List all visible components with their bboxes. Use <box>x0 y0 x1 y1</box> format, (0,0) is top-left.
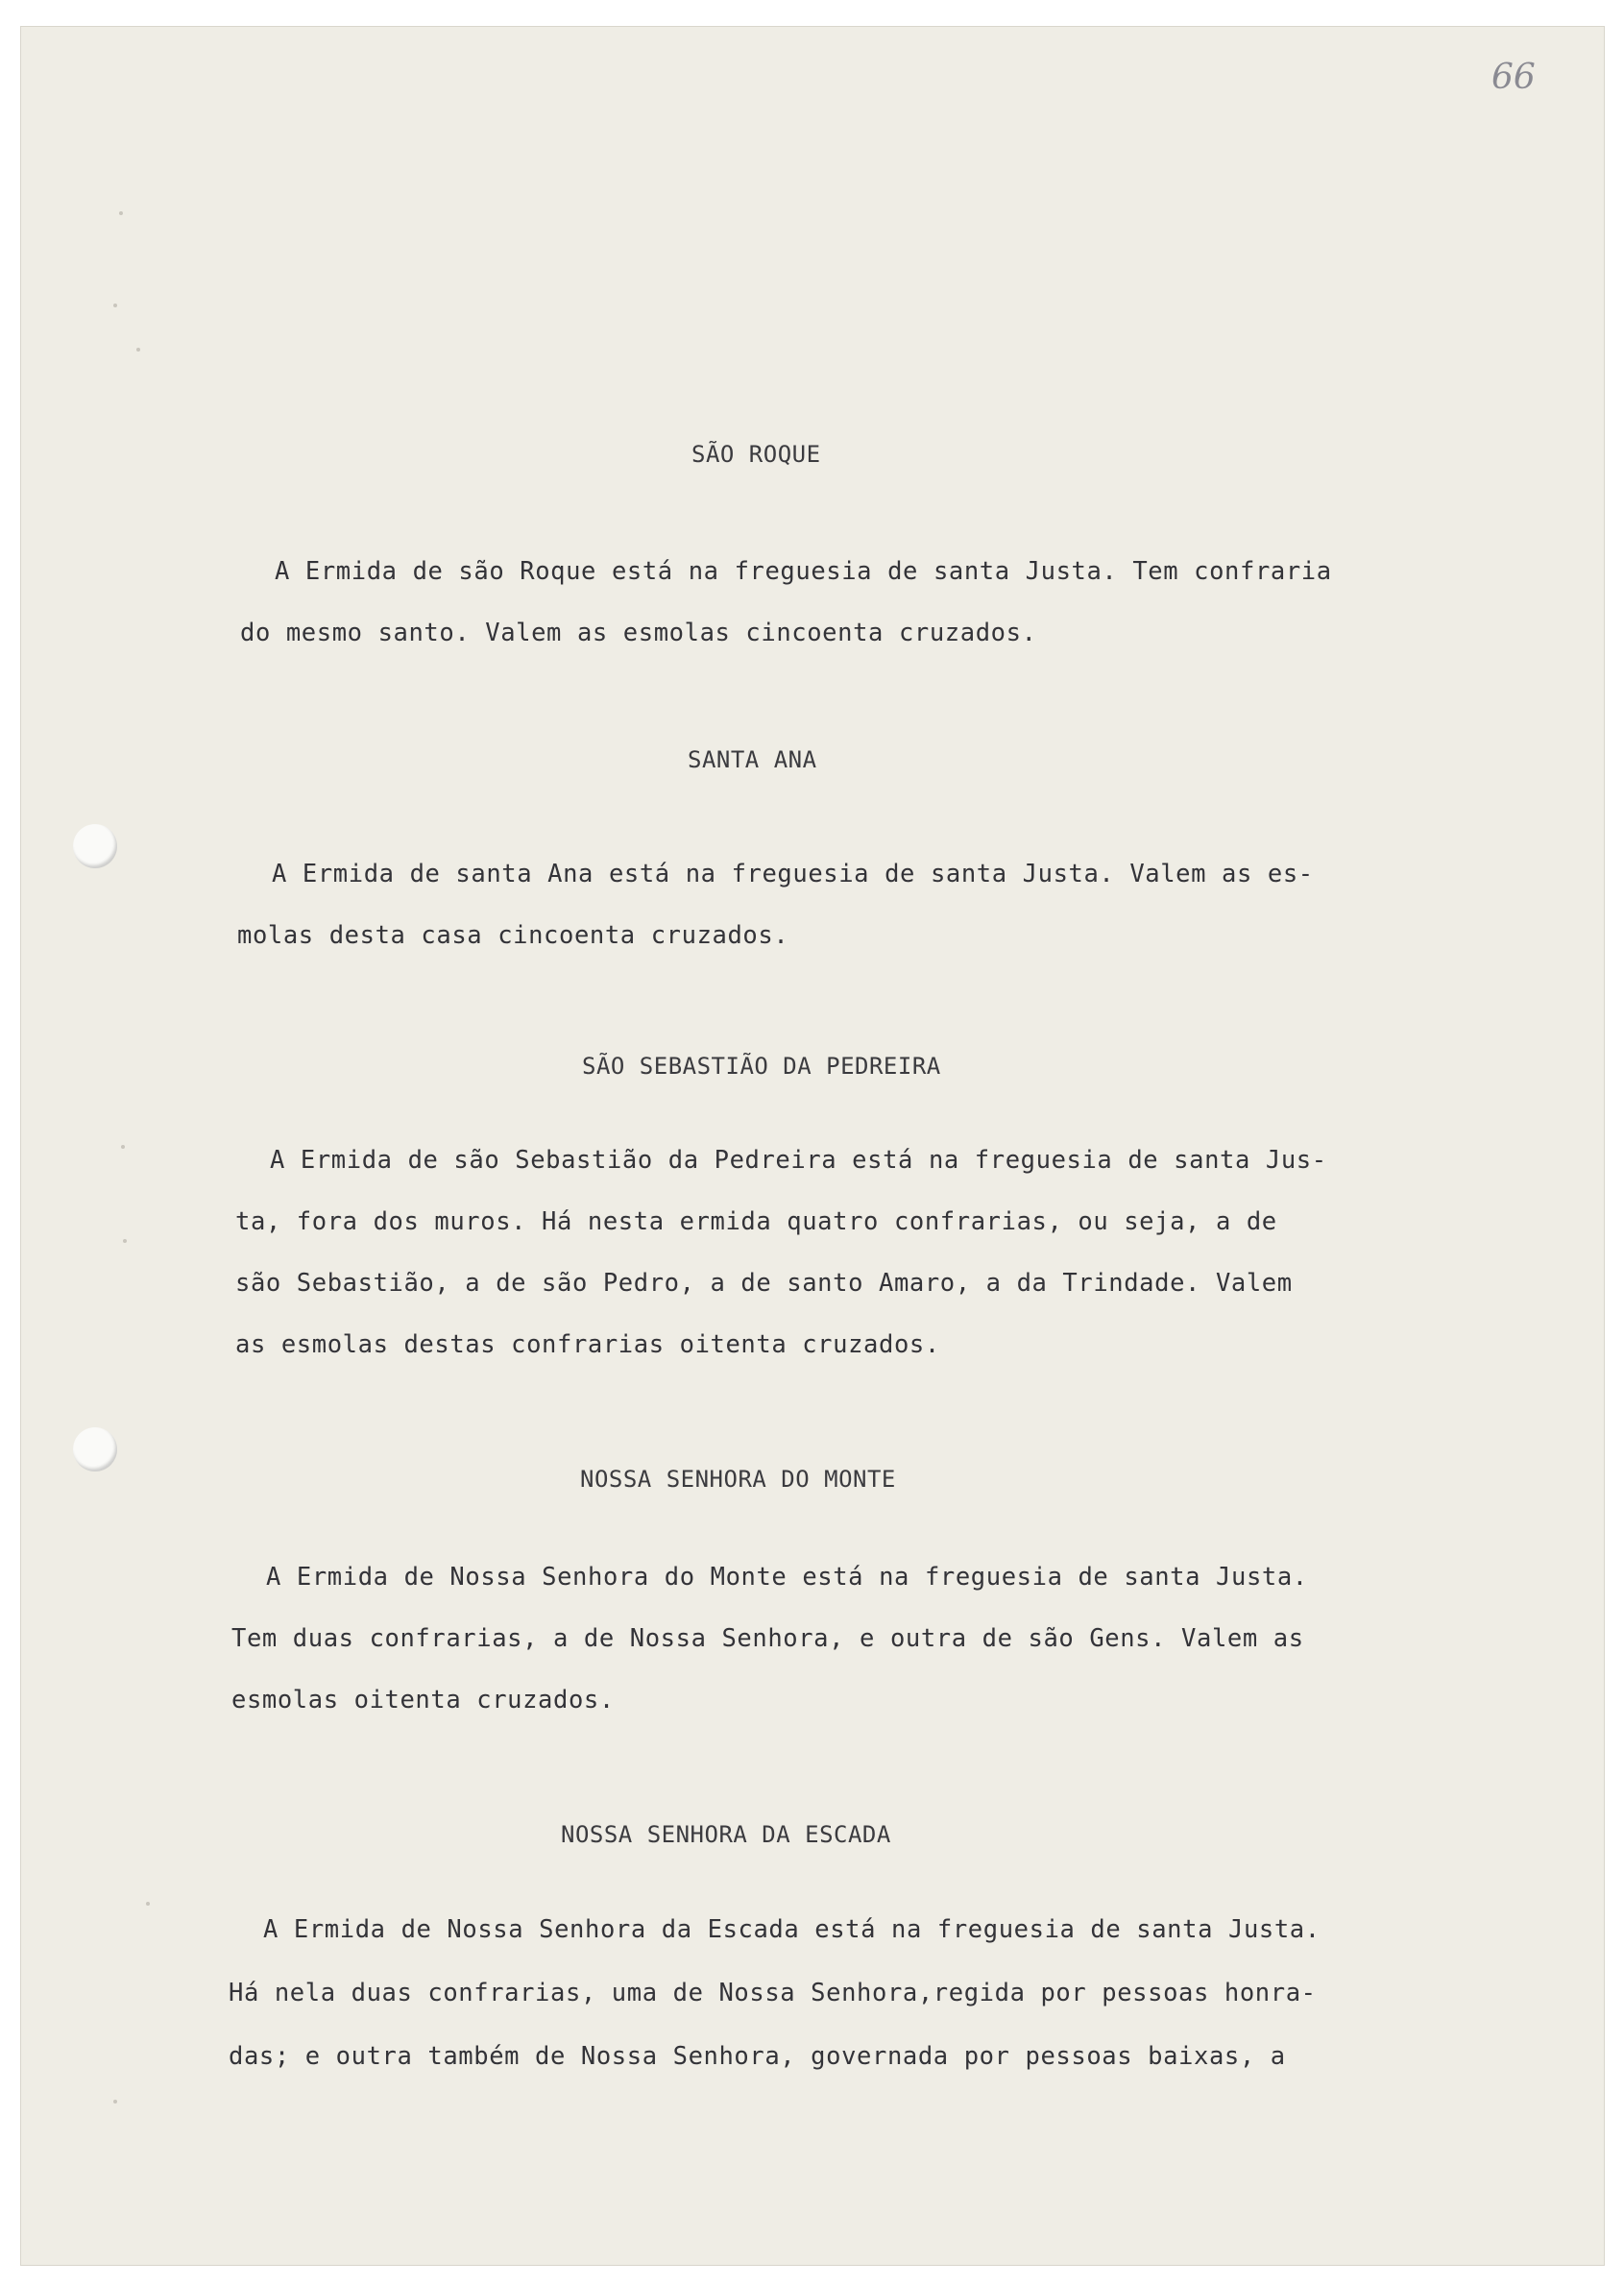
punch-hole-top <box>73 824 117 868</box>
page-number: 66 <box>1491 58 1536 97</box>
text-line: molas desta casa cincoenta cruzados. <box>237 921 789 950</box>
paper-speck <box>123 1239 127 1243</box>
text-line: A Ermida de são Roque está na freguesia de santa Justa. Tem confraria <box>275 557 1332 586</box>
text-line: são Sebastião, a de são Pedro, a de santo Amaro, a da Trindade. Valem <box>235 1269 1293 1298</box>
section-heading: SÃO SEBASTIÃO DA PEDREIRA <box>582 1053 941 1080</box>
text-line: A Ermida de Nossa Senhora da Escada está na freguesia de santa Justa. <box>263 1915 1321 1944</box>
punch-hole-bottom <box>73 1427 117 1471</box>
text-line: das; e outra também de Nossa Senhora, governada por pessoas baixas, a <box>229 2042 1286 2071</box>
text-line: A Ermida de santa Ana está na freguesia de santa Justa. Valem as es- <box>272 860 1314 888</box>
paper-speck <box>121 1145 125 1149</box>
text-line: esmolas oitenta cruzados. <box>231 1686 615 1714</box>
text-line: A Ermida de Nossa Senhora do Monte está na freguesia de santa Justa. <box>266 1563 1308 1592</box>
section-heading: SÃO ROQUE <box>691 441 821 468</box>
section-heading: SANTA ANA <box>688 746 817 773</box>
section-heading: NOSSA SENHORA DA ESCADA <box>561 1821 891 1848</box>
text-line: Tem duas confrarias, a de Nossa Senhora, e outra de são Gens. Valem as <box>231 1624 1304 1653</box>
text-line: ta, fora dos muros. Há nesta ermida quatro confrarias, ou seja, a de <box>235 1207 1277 1236</box>
paper-speck <box>113 304 117 307</box>
text-line: Há nela duas confrarias, uma de Nossa Senhora,regida por pessoas honra- <box>229 1979 1317 2007</box>
text-line: as esmolas destas confrarias oitenta cruzados. <box>235 1330 940 1359</box>
paper-speck <box>136 348 140 352</box>
section-heading: NOSSA SENHORA DO MONTE <box>580 1466 896 1493</box>
paper-speck <box>146 1902 150 1906</box>
paper-speck <box>119 211 123 215</box>
paper-speck <box>113 2100 117 2104</box>
text-line: do mesmo santo. Valem as esmolas cincoenta cruzados. <box>240 619 1037 647</box>
text-line: A Ermida de são Sebastião da Pedreira está na freguesia de santa Jus- <box>270 1146 1327 1175</box>
